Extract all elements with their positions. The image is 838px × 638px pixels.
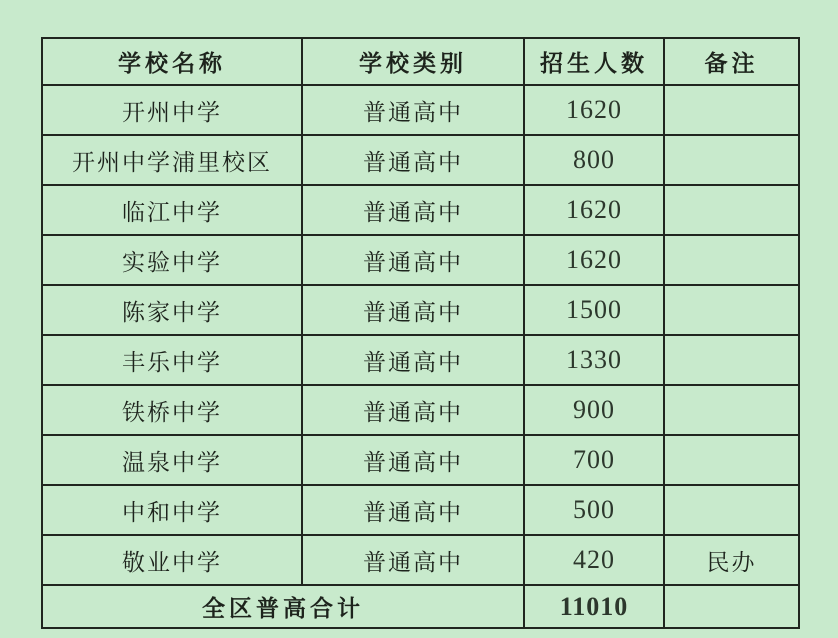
table-header-row [42,38,799,85]
cell-remark [664,435,799,485]
table-row [42,385,799,435]
cell-school-name: 温泉中学 [42,435,302,485]
cell-enrollment: 1620 [524,235,664,285]
cell-school-name: 敬业中学 [42,535,302,585]
cell-school-type: 普通高中 [302,485,524,535]
cell-remark [664,385,799,435]
column-header-school-name: 学校名称 [42,38,302,85]
cell-enrollment: 1500 [524,285,664,335]
cell-total-enrollment: 11010 [524,585,664,628]
cell-school-name: 陈家中学 [42,285,302,335]
cell-enrollment: 1330 [524,335,664,385]
table-row [42,485,799,535]
cell-school-type: 普通高中 [302,135,524,185]
cell-school-name: 铁桥中学 [42,385,302,435]
cell-total-label: 全区普高合计 [42,585,524,628]
cell-remark: 民办 [664,535,799,585]
cell-enrollment: 800 [524,135,664,185]
table-row [42,235,799,285]
column-header-school-type: 学校类别 [302,38,524,85]
table-row [42,535,799,585]
cell-remark [664,285,799,335]
cell-enrollment: 700 [524,435,664,485]
table-row [42,335,799,385]
cell-school-name: 中和中学 [42,485,302,535]
cell-enrollment: 1620 [524,85,664,135]
cell-school-name: 丰乐中学 [42,335,302,385]
cell-school-type: 普通高中 [302,235,524,285]
cell-remark [664,185,799,235]
cell-school-name: 临江中学 [42,185,302,235]
table-total-row [42,585,799,628]
cell-school-type: 普通高中 [302,285,524,335]
table-row [42,85,799,135]
cell-school-type: 普通高中 [302,435,524,485]
cell-school-name: 实验中学 [42,235,302,285]
cell-school-type: 普通高中 [302,335,524,385]
cell-enrollment: 900 [524,385,664,435]
cell-enrollment: 420 [524,535,664,585]
cell-school-name: 开州中学 [42,85,302,135]
cell-remark [664,85,799,135]
table-row [42,285,799,335]
cell-remark [664,235,799,285]
cell-remark [664,135,799,185]
enrollment-table [41,37,800,629]
cell-school-type: 普通高中 [302,535,524,585]
cell-school-name: 开州中学浦里校区 [42,135,302,185]
cell-total-remark [664,585,799,628]
cell-school-type: 普通高中 [302,185,524,235]
cell-school-type: 普通高中 [302,385,524,435]
table-row [42,135,799,185]
cell-school-type: 普通高中 [302,85,524,135]
cell-enrollment: 1620 [524,185,664,235]
cell-remark [664,485,799,535]
cell-enrollment: 500 [524,485,664,535]
cell-remark [664,335,799,385]
table-row [42,185,799,235]
table-row [42,435,799,485]
column-header-enrollment: 招生人数 [524,38,664,85]
column-header-remark: 备注 [664,38,799,85]
